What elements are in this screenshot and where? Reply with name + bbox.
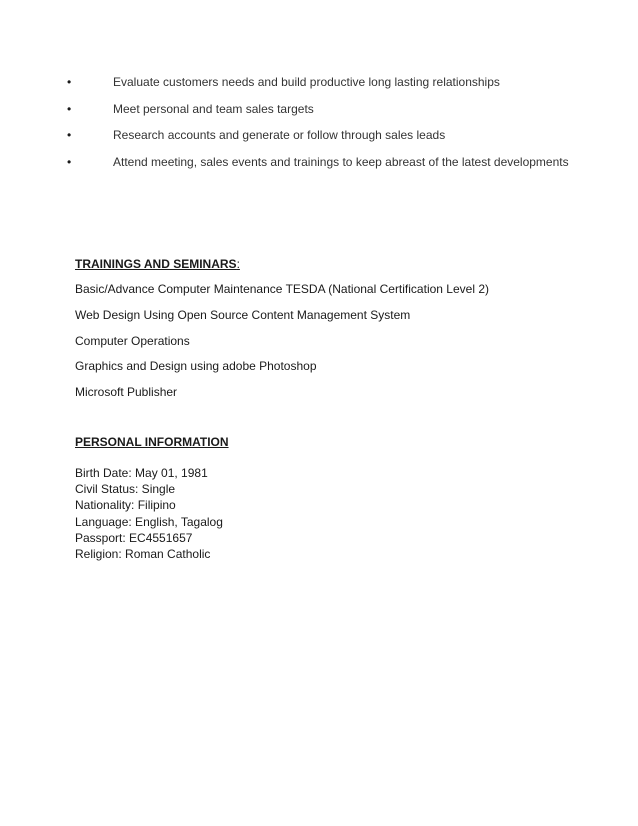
personal-info-list (75, 465, 223, 562)
bullet-icon: • (67, 101, 72, 116)
personal-info-heading: PERSONAL INFORMATION (75, 435, 229, 449)
trainings-heading-text: TRAININGS AND SEMINARS (75, 257, 237, 271)
training-item: Computer Operations (75, 333, 190, 348)
training-item: Web Design Using Open Source Content Management System (75, 307, 411, 322)
nationality: Nationality: Filipino (75, 498, 176, 513)
responsibility-text: Evaluate customers needs and build productive long lasting relationships (113, 75, 500, 89)
list-item (62, 101, 622, 128)
civil-status: Civil Status: Single (75, 482, 176, 497)
trainings-heading (75, 256, 240, 273)
trainings-list (75, 281, 489, 410)
bullet-icon: • (67, 128, 72, 142)
list-item (62, 74, 622, 101)
trainings-heading-colon: : (236, 257, 240, 271)
bullet-icon: • (67, 154, 72, 169)
responsibility-text: Research accounts and generate or follow through sales leads (113, 128, 446, 142)
bullet-icon: • (67, 75, 72, 89)
list-item (62, 154, 622, 181)
responsibilities-list (62, 74, 622, 180)
list-item (62, 127, 622, 154)
birth-date: Birth Date: May 01, 1981 (75, 466, 208, 480)
responsibility-text: Meet personal and team sales targets (113, 101, 314, 116)
language: Language: English, Tagalog (75, 514, 223, 529)
training-item: Graphics and Design using adobe Photoshop (75, 359, 317, 374)
training-item: Microsoft Publisher (75, 385, 178, 400)
training-item: Basic/Advance Computer Maintenance TESDA (National Certification Level 2) (75, 282, 489, 296)
responsibility-text: Attend meeting, sales events and trainings to keep abreast of the latest developments (113, 154, 569, 169)
passport: Passport: EC4551657 (75, 530, 193, 545)
religion: Religion: Roman Catholic (75, 546, 211, 561)
